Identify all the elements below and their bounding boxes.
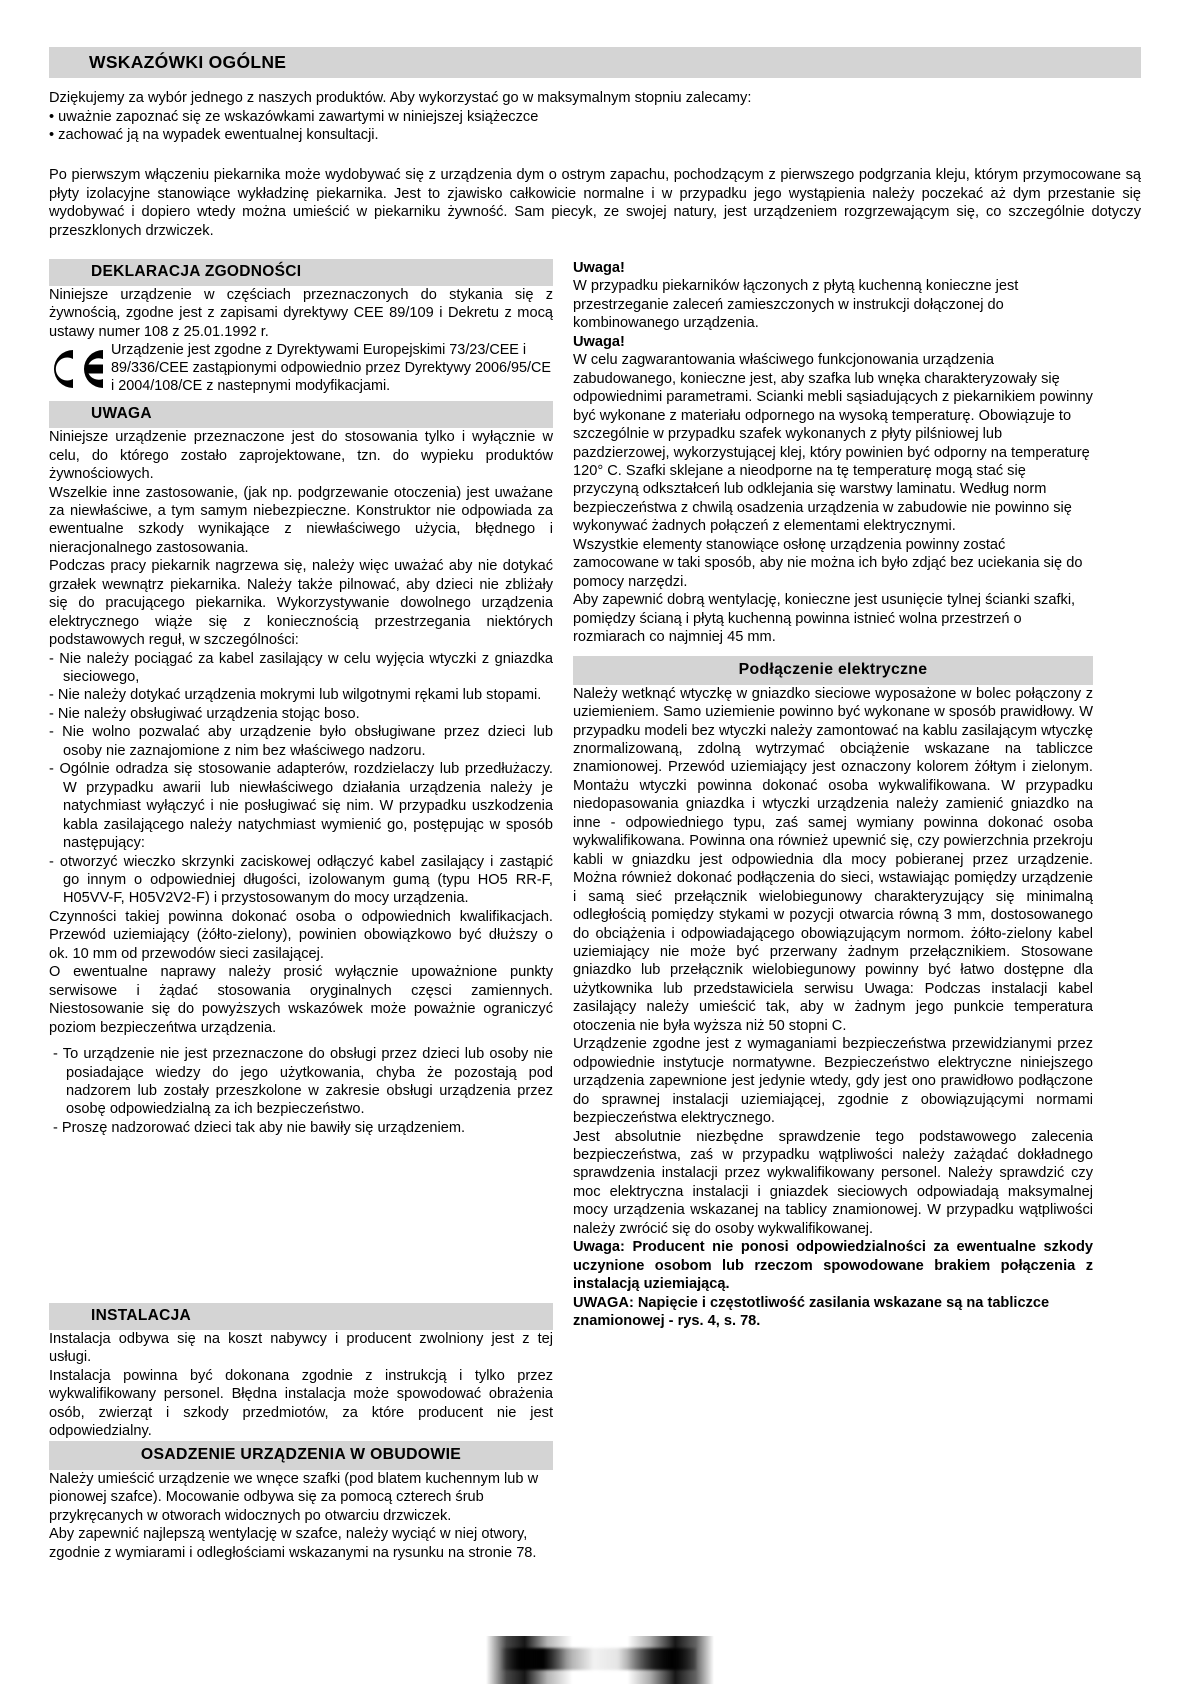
housing-paragraph-1: Należy umieścić urządzenie we wnęce szafki (pod blatem kuchennym lub w pionowej szafce). Mocowanie odbywa się za pomocą czterech śrub przykręcanych w otworach widocznych po otwarciu drzwiczek. — [49, 1470, 539, 1524]
scan-artifact — [486, 1636, 714, 1684]
installation-paragraph-1: Instalacja odbywa się na koszt nabywcy i producent zwolniony jest z tej usługi. — [49, 1330, 553, 1366]
warning-rule-8: - Proszę nadzorować dzieci tak aby nie bawiły się urządzeniem. — [53, 1119, 466, 1136]
right-column — [573, 259, 1093, 1331]
ce-conformity-text: Urządzenie jest zgodne z Dyrektywami Europejskimi 73/23/CEE i 89/336/CEE zastąpionymi odpowiednio przez Dyrektywy 2006/95/CE i 2004/108/CE z nastepnymi modyfikacjami. — [111, 342, 551, 394]
electrical-paragraph-3: Jest absolutnie niezbędne sprawdzenie tego podstawowego zalecenia bezpieczeństwa, zaś w przypadku wątpliwości należy zażądać dokładnego sprawdzenia instalacji przez wykwalifikowany personel. Należy sprawdzić czy moc elektryczna instalacji i gniazdek sieciowych odpowiadają maksymalnej mocy urządzenia wskazanej na tablicy znamionowej. W przypadku wątpliwości należy zwrócić się do osoby wykwalifikowanej. — [573, 1128, 1093, 1237]
warning-paragraph-4: Czynności takiej powinna dokonać osoba o odpowiednich kwalifikacjach. Przewód uziemiający (żółto-zielony), powinien obowiązkowo być dłuższy o ok. 10 mm od przewodów sieci zasilającej. — [49, 908, 553, 962]
installation-section — [49, 1303, 553, 1562]
warning-paragraph-5: O ewentualne naprawy należy prosić wyłącznie upoważnione punkty serwisowe i żądać stosowania oryginalnych częsci zamiennych. Niestosowanie się do powyższych wskazówek może poważnie ograniczyć poziom bezpieczeńtwa urządzenia. — [49, 964, 553, 1036]
note-2-text: W celu zagwarantowania właściwego funkcjonowania urządzenia zabudowanego, konieczne jest, aby szafka lub wnęka charakteryzowały się odpowiednimi parametrami. Scianki mebli sąsiadujących z piekarnikiem powinny być wykonane z materiału odpornego na wysoką temperaturę. Obowiązuje to szczególnie w przypadku szafek wykonanych z płyty pilśniowej lub pazdzierzowej, wykorzystującej klej, który powinien być odporny na temperaturę 120° C. Szafki sklejane a nieodporne na tę temperaturę mogą stać się przyczyną odkształceń lub odklejania się warstwy laminatu. Według norm bezpieczeństwa z chwilą osadzenia urządzenia w zabudowie nie powinno się wykonywać żadnych połączeń z elementami elektrycznymi. — [573, 352, 1093, 535]
warning-rule-3: - Nie należy obsługiwać urządzenia stojąc boso. — [49, 705, 360, 722]
note-1-label: Uwaga! — [573, 260, 625, 276]
general-instructions-section — [49, 47, 1141, 240]
section-heading-electrical: Podłączenie elektryczne — [573, 656, 1093, 685]
warning-rule-2: - Nie należy dotykać urządzenia mokrymi lub wilgotnymi rękami lub stopami. — [49, 687, 542, 704]
electrical-paragraph-1: Należy wetknąć wtyczkę w gniazdko sieciowe wyposażone w bolec połączony z uziemieniem. Samo uziemienie powinno być wykonane w sposób prawidłowy. W przypadku modeli bez wtyczki należy zamontować na kablu zasilającym wtyczkę znormalizowaną, zdolną wytrzymać obciążenie wskazane na tabliczce znamionowej. Przewód uziemiający jest oznaczony kolorem żółtym i zielonym. Montażu wtyczki powinna dokonać osoba wykwalifikowana. W przypadku niedopasowania gniazdka i wtyczki urządzenia należy zamienić gniazdko na inne - odpowiedniego typu, zaś samej wymiany powinna dokonać osoba wykwalifikowana. Powinna ona również upewnić się, czy powierzchnia przekroju kabli w gniazdku jest odpowiednia dla mocy pobieranej przez urządzenie. Można również dokonać podłączenia do sieci, wstawiając pomiędzy urządzenie i samą sieć przełącznik wielobiegunowy charakteryzujący się minimalną odległością pomiędzy stykami w pozycji otwarcia równą 3 mm, dostosowanego do obciążenia i odpowiadającego obowiązującym normom. żółto-zielony kabel uziemiający nie może być przerwany żadnym przełącznikiem. Stosowane gniazdko lub przełącznik wielobiegunowy powinny być łatwo dostępne dla użytkownika lub przedstawiciela serwisu Uwaga: Podczas instalacji kabel zasilający należy umieścić tak, aby w żadnym jego punkcie temperatura otoczenia nie była wyższa niż 50 stopni C. — [573, 685, 1093, 1034]
section-heading-warning: UWAGA — [49, 401, 553, 428]
warning-paragraph-2: Wszelkie inne zastosowanie, (jak np. podgrzewanie otoczenia) jest uważane za niewłaściwe, a tym samym niebezpieczne. Konstruktor nie odpowiada za ewentualne szkody wynikające z niewłaściwego użycia, błędnego i nieracjonalnego zastosowania. — [49, 484, 553, 556]
general-bullet-2: • zachować ją na wypadek ewentualnej konsultacji. — [49, 127, 379, 144]
general-intro-text: Dziękujemy za wybór jednego z naszych produktów. Aby wykorzystać go w maksymalnym stopniu zalecamy: — [49, 90, 752, 107]
electrical-bold-note-1: Uwaga: Producent nie ponosi odpowiedzialności za ewentualne szkody uczynione osobom lub rzeczom spowodowane brakiem połączenia z instalacją uziemiającą. — [573, 1239, 1093, 1293]
note-3-text: Wszystkie elementy stanowiące osłonę urządzenia powinny zostać zamocowane w taki sposób, aby nie można ich było zdjąć bez uciekania się do pomocy narzędzi. — [573, 536, 1083, 590]
note-1-text: W przypadku piekarników łączonych z płytą kuchenną konieczne jest przestrzeganie zaleceń zamieszczonych w instrukcji dołączonej do kombinowanego urządzenia. — [573, 278, 1019, 332]
warning-rule-4: - Nie wolno pozwalać aby urządzenie było obsługiwane przez dzieci lub osoby nie zaznajomione z nim bez właściwego nadzoru. — [49, 724, 553, 759]
warning-rule-7: - To urządzenie nie jest przeznaczone do obsługi przez dzieci lub osoby nie posiadające wiedzy do jego użytkowania, chyba że pozostają pod nadzorem lub zostały przeszkolone w zakresie obsługi urządzenia przez osobę odpowiedzialną za ich bezpieczeństwo. — [53, 1046, 553, 1118]
section-heading-declaration: DEKLARACJA ZGODNOŚCI — [49, 259, 553, 286]
section-heading-installation: INSTALACJA — [49, 1303, 553, 1330]
left-column — [49, 259, 553, 1137]
housing-paragraph-2: Aby zapewnić najlepszą wentylację w szafce, należy wyciąć w niej otwory, zgodnie z wymiarami i odległościami wskazanymi na rysunku na stronie 78. — [49, 1526, 537, 1561]
declaration-paragraph: Niniejsze urządzenie w częściach przeznaczonych do stykania się z żywnością, zgodne jest z zapisami dyrektywy CEE 89/109 i Dekretu z mocą ustawy numer 108 z 25.01.1992 r. — [49, 286, 553, 340]
warning-paragraph-3: Podczas pracy piekarnik nagrzewa się, należy więc uważać aby nie dotykać grzałek wewnątrz piekarnika. Należy także pilnować, aby dzieci nie zbliżały się do pracującego piekarnika. Wykorzystywanie dowolnego urządzenia elektrycznego wiąże się z koniecznością przestrzegania niektórych podstawowych reguł, w szczególności: — [49, 558, 553, 649]
warning-rule-6: - otworzyć wieczko skrzynki zaciskowej odłączyć kabel zasilający i zastąpić go innym o odpowiedniej długości, izolowanym gumą (typu HO5 RR-F, H05VV-F, H05V2V2-F) i przystosowanym do mocy urządzenia. — [49, 853, 553, 907]
general-bullet-1: • uważnie zapoznać się ze wskazówkami zawartymi w niniejszej książeczce — [49, 108, 539, 125]
warning-rule-1: - Nie należy pociągać za kabel zasilający w celu wyjęcia wtyczki z gniazdka sieciowego, — [49, 650, 553, 686]
warning-rule-5: - Ogólnie odradza się stosowanie adapterów, rozdzielaczy lub przedłużaczy. W przypadku awarii lub niewłaściwego działania urządzenia należy je natychmiast wyłączyć i nie posługiwać się nim. W przypadku uszkodzenia kabla zasilającego należy natychmiast wymienić go, postępując w sposób następujący: — [49, 761, 553, 852]
ce-conformity-row — [49, 342, 553, 395]
note-4-text: Aby zapewnić dobrą wentylację, konieczne jest usunięcie tylnej ścianki szafki, pomiędzy ścianą i płytą kuchenną powinna istnieć wolna przestrzeń o rozmiarach co najmniej 45 mm. — [573, 592, 1076, 646]
installation-paragraph-2: Instalacja powinna być dokonana zgodnie z instrukcją i tylko przez wykwalifikowany personel. Błędna instalacja może spowodować obrażenia osób, zwierząt i szkody przedmiotów, za które producent nie jest odpowiedzialny. — [49, 1367, 553, 1440]
electrical-paragraph-2: Urządzenie zgodne jest z wymaganiami bezpieczeństwa przewidzianymi przez odpowiednie instytucje normatywne. Bezpieczeństwo elektryczne niniejszego urządzenia zapewnione jest jedynie wtedy, gdy jest ono prawidłowo podłączone do sprawnej instalacji uziemiającej, zgodnie z obowiązującymi normami bezpieczeństwa elektrycznego. — [573, 1036, 1093, 1127]
electrical-bold-note-2: UWAGA: Napięcie i częstotliwość zasilania wskazane są na tabliczce znamionowej - rys. 4, s. 78. — [573, 1294, 1050, 1330]
general-smoke-paragraph: Po pierwszym włączeniu piekarnika może wydobywać się z urządzenia dym o ostrym zapachu, pochodzącym z pierwszego podgrzania kleju, którym przymocowane są płyty izolacyjne stanowiące wykładzinę piekarnika. Jest to zjawisko całkowicie normalne i w przypadku jego wystąpienia należy poczekać aż dym przestanie się wydobywać i dopiero wtedy można umieścić w piekarniku żywność. Sam piecyk, ze swojej natury, jest urządzeniem rozgrzewającym się, co szczególnie dotyczy przeszklonych drzwiczek. — [49, 167, 1141, 239]
section-heading-general: WSKAZÓWKI OGÓLNE — [49, 47, 1141, 78]
note-2-label: Uwaga! — [573, 333, 625, 350]
ce-mark-icon — [49, 342, 111, 392]
section-heading-housing: OSADZENIE URZĄDZENIA W OBUDOWIE — [49, 1441, 553, 1470]
warning-paragraph-1: Niniejsze urządzenie przeznaczone jest do stosowania tylko i wyłącznie w celu, do którego zostało zaprojektowane, tzn. do wypieku produktów żywnościowych. — [49, 429, 553, 483]
